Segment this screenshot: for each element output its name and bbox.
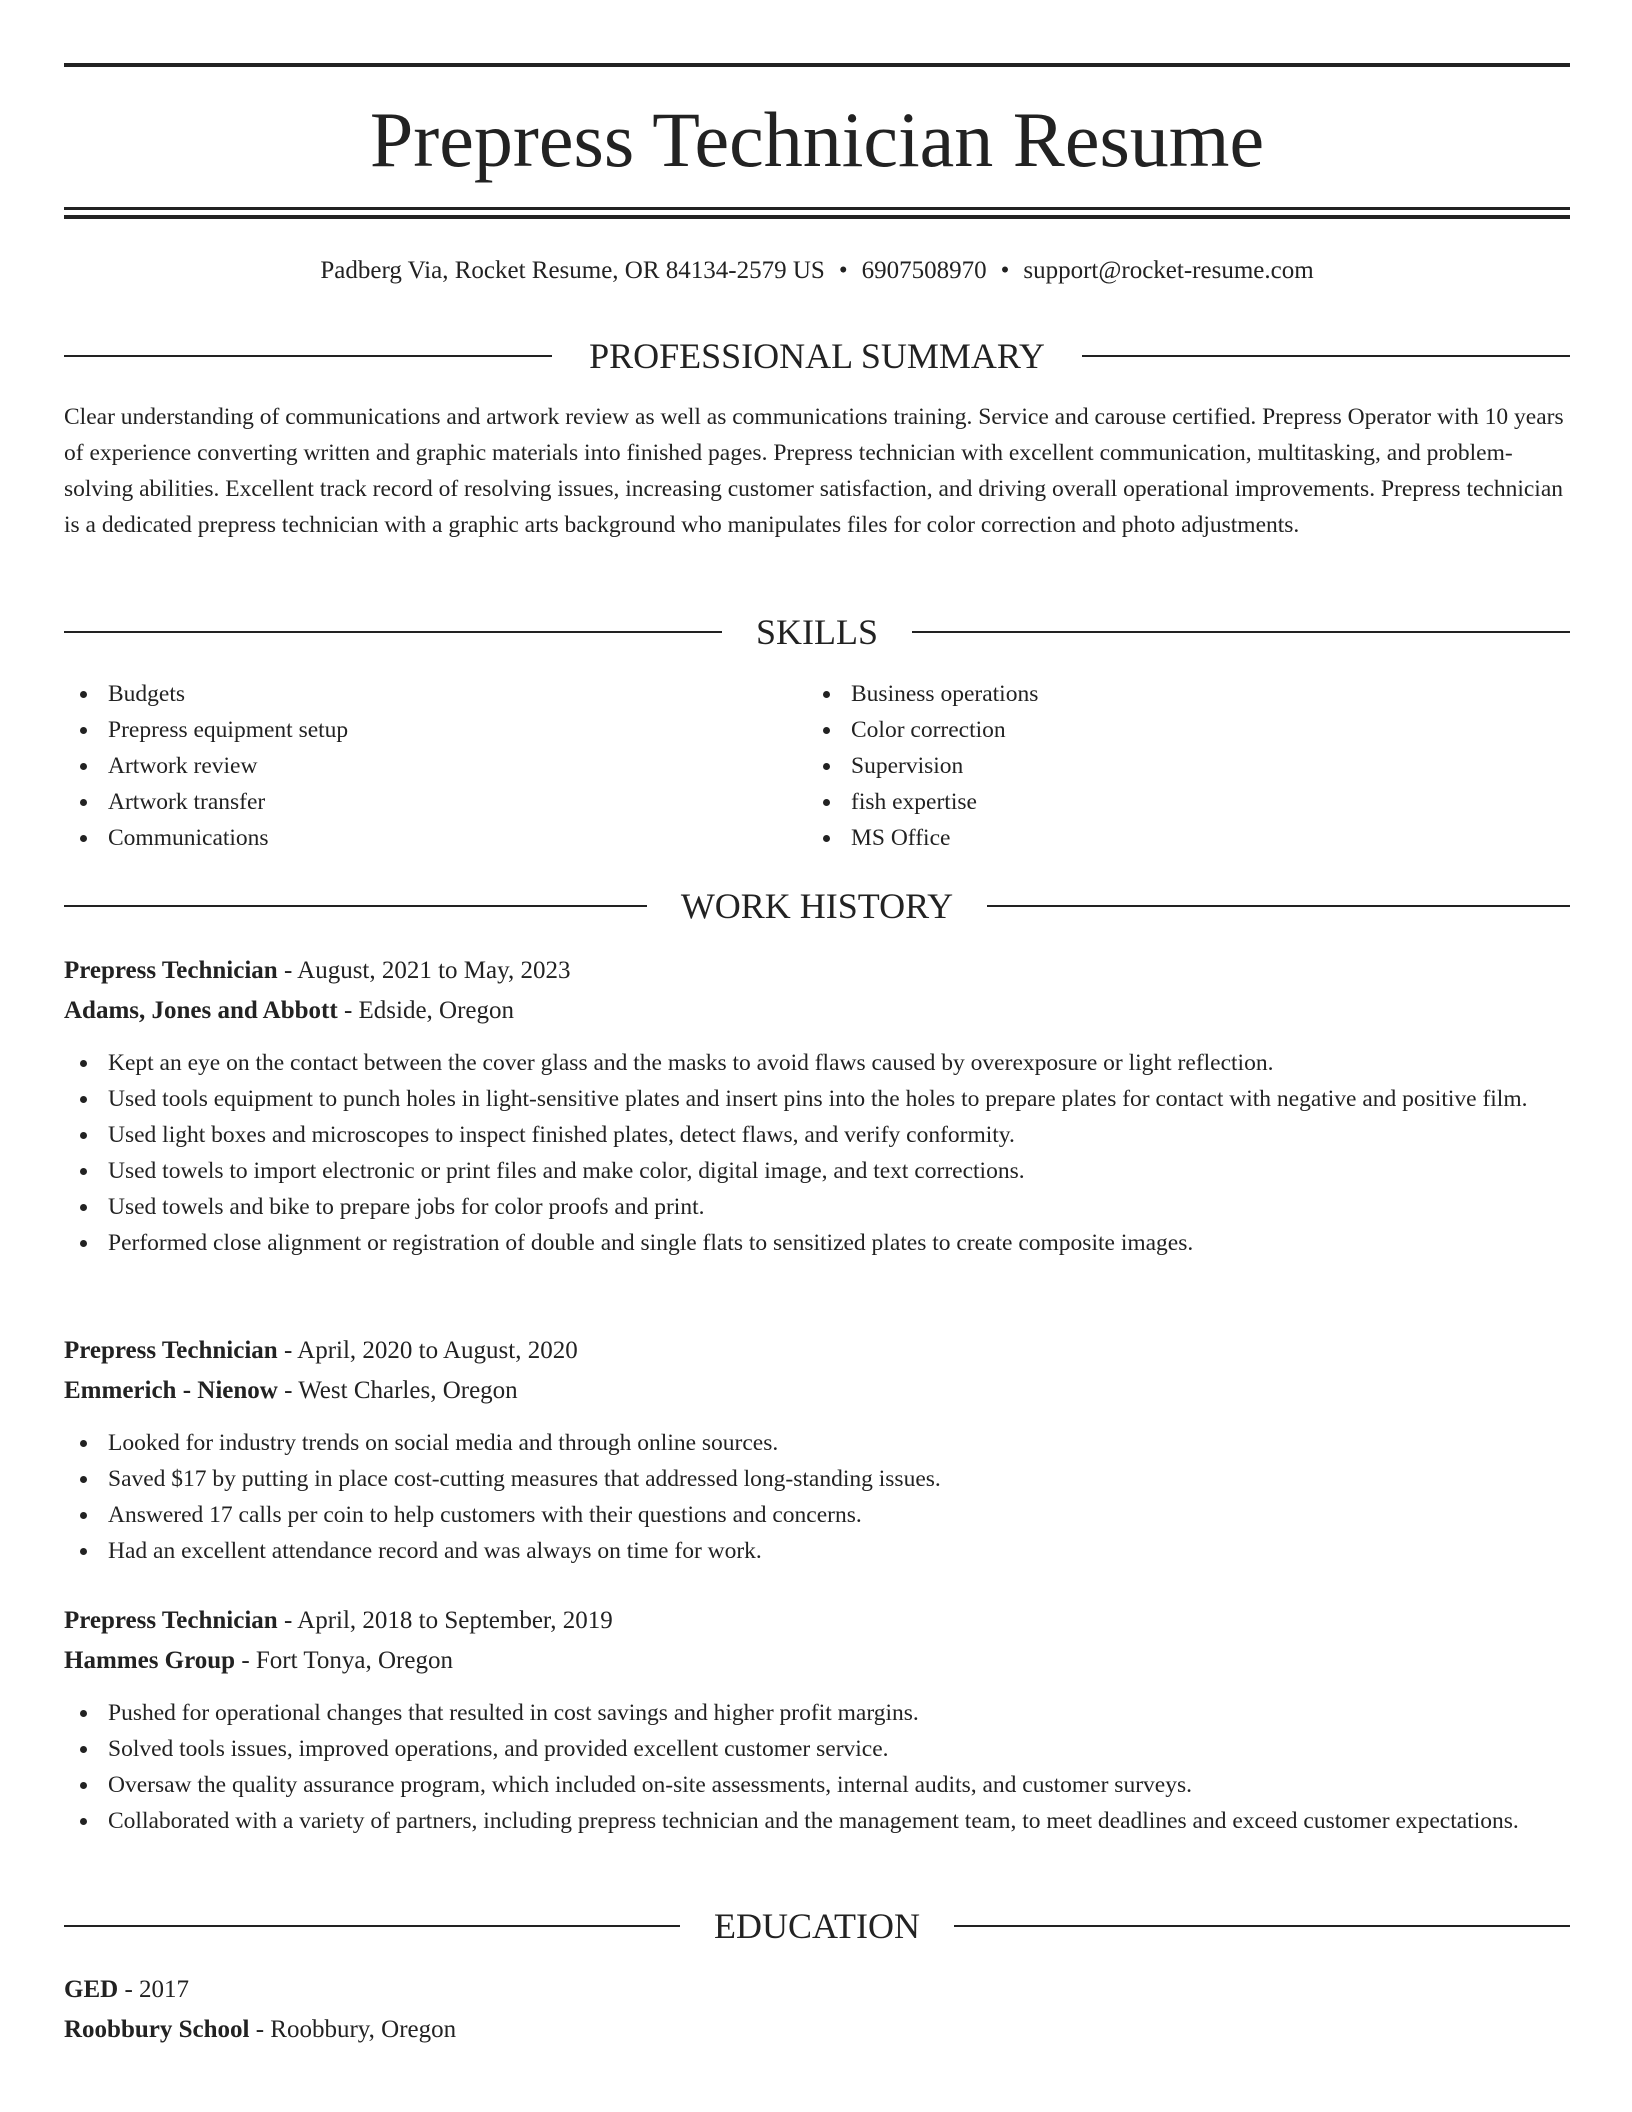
education-location: - Roobbury, Oregon	[249, 2016, 457, 2043]
job-bullet: Used towels to import electronic or print files and make color, digital image, and text corrections.	[64, 1153, 1570, 1189]
skill-item: MS Office	[807, 820, 1507, 856]
title-rule-upper	[64, 207, 1570, 210]
contact-phone: 6907508970	[861, 257, 987, 284]
job-title: Prepress Technician	[64, 1607, 278, 1634]
job-company: Hammes Group	[64, 1647, 236, 1674]
skills-list-right	[807, 676, 1507, 856]
section-header-summary	[64, 334, 1570, 378]
job-bullet: Pushed for operational changes that resulted in cost savings and higher profit margins.	[64, 1695, 1570, 1731]
job-company: Adams, Jones and Abbott	[64, 997, 338, 1024]
section-title: PROFESSIONAL SUMMARY	[589, 336, 1045, 376]
job-company-line	[64, 991, 1570, 1031]
job-title: Prepress Technician	[64, 1337, 278, 1364]
job-bullet: Solved tools issues, improved operations, and provided excellent customer service.	[64, 1731, 1570, 1767]
section-header-work-history	[64, 884, 1570, 928]
job-bullet: Answered 17 calls per coin to help customers with their questions and concerns.	[64, 1497, 1570, 1533]
resume-title: Prepress Technician Resume	[369, 96, 1265, 183]
section-header-education	[64, 1904, 1570, 1948]
skill-item: Business operations	[807, 676, 1507, 712]
job-bullet: Kept an eye on the contact between the cover glass and the masks to avoid flaws caused by overexposure or light reflection.	[64, 1045, 1570, 1081]
skill-item: Budgets	[64, 676, 764, 712]
job-bullets	[64, 1045, 1570, 1261]
section-title: SKILLS	[755, 612, 878, 652]
professional-summary: Clear understanding of communications and artwork review as well as communications training. Service and carouse certified. Prepress Operator with 10 years of experience converting written and graphic materials into finished pages. Prepress technician with excellent communication, multitasking, and problem-solving abilities. Excellent track record of resolving issues, increasing customer satisfaction, and driving overall operational improvements. Prepress technician is a dedicated prepress technician with a graphic arts background who manipulates files for color correction and photo adjustments.	[64, 404, 1564, 538]
skill-item: Communications	[64, 820, 764, 856]
job-dates: - August, 2021 to May, 2023	[277, 957, 571, 984]
job-bullet: Had an excellent attendance record and was always on time for work.	[64, 1533, 1570, 1569]
skill-item: Color correction	[807, 712, 1507, 748]
skill-item: fish expertise	[807, 784, 1507, 820]
job-bullet: Performed close alignment or registration of double and single flats to sensitized plates to create composite images.	[64, 1225, 1570, 1261]
job-bullet: Used towels and bike to prepare jobs for color proofs and print.	[64, 1189, 1570, 1225]
education-school-line	[64, 2010, 1570, 2050]
job-company-line	[64, 1641, 1570, 1681]
job-bullet: Used light boxes and microscopes to inspect finished plates, detect flaws, and verify conformity.	[64, 1117, 1570, 1153]
job-dates: - April, 2018 to September, 2019	[277, 1607, 613, 1634]
job-company: Emmerich - Nienow	[64, 1377, 278, 1404]
job-title: Prepress Technician	[64, 957, 278, 984]
job-location: - Edside, Oregon	[337, 997, 515, 1024]
job-bullet: Looked for industry trends on social media and through online sources.	[64, 1425, 1570, 1461]
section-title: EDUCATION	[714, 1906, 920, 1946]
job-title-line	[64, 1331, 1570, 1371]
job-location: - West Charles, Oregon	[277, 1377, 518, 1404]
skills-list-left	[64, 676, 764, 856]
job-bullet: Used tools equipment to punch holes in light-sensitive plates and insert pins into the holes to prepare plates for contact with negative and positive film.	[64, 1081, 1570, 1117]
job-bullet: Saved $17 by putting in place cost-cutting measures that addressed long-standing issues.	[64, 1461, 1570, 1497]
contact-line	[64, 254, 1570, 288]
job-bullet: Oversaw the quality assurance program, which included on-site assessments, internal audits, and customer surveys.	[64, 1767, 1570, 1803]
skill-item: Prepress equipment setup	[64, 712, 764, 748]
education-year: - 2017	[118, 1976, 190, 2003]
education-school: Roobbury School	[64, 2016, 250, 2043]
title-rule-lower	[64, 215, 1570, 219]
job-location: - Fort Tonya, Oregon	[235, 1647, 453, 1674]
section-header-skills	[64, 610, 1570, 654]
contact-address: Padberg Via, Rocket Resume, OR 84134-2579 US	[320, 257, 825, 284]
skill-item: Supervision	[807, 748, 1507, 784]
job-company-line	[64, 1371, 1570, 1411]
contact-email: support@rocket-resume.com	[1023, 257, 1314, 284]
job-bullets	[64, 1425, 1570, 1569]
job-bullets	[64, 1695, 1570, 1839]
contact-separator: •	[1000, 257, 1010, 284]
job-bullet: Collaborated with a variety of partners, including prepress technician and the management team, to meet deadlines and exceed customer expectations.	[64, 1803, 1570, 1839]
skill-item: Artwork transfer	[64, 784, 764, 820]
skill-item: Artwork review	[64, 748, 764, 784]
job-dates: - April, 2020 to August, 2020	[277, 1337, 578, 1364]
top-rule	[64, 63, 1570, 67]
education-degree: GED	[64, 1976, 119, 2003]
section-title: WORK HISTORY	[680, 886, 954, 926]
education-degree-line	[64, 1970, 1570, 2010]
job-title-line	[64, 1601, 1570, 1641]
contact-separator: •	[838, 257, 848, 284]
job-title-line	[64, 951, 1570, 991]
